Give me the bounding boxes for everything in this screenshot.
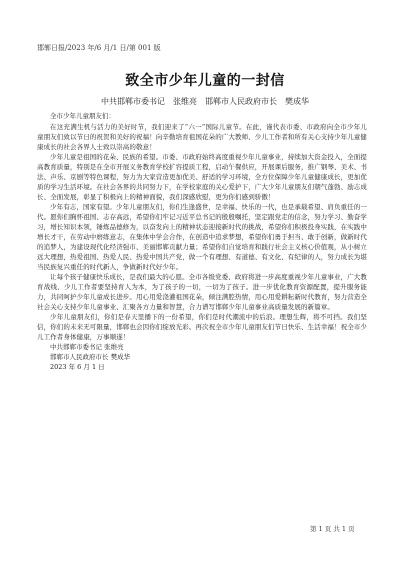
signature-date: 2023 年 6 月 1 日 (50, 363, 105, 371)
letter-body (37, 111, 367, 372)
page-indicator: 第 1 页 共 1 页 (310, 525, 355, 533)
paragraph-commitment: 让每个孩子健康快乐成长，是我们最大的心愿。全市各级党委、政府将进一步高度重视少年儿童事业，广大教育战线、少儿工作者要坚持育人为本，为了孩子的一切，一切为了孩子。进一步优化教育资源配置，提升服务能力，共同呵护少年儿童成长进步。用心用爱浇灌祖国花朵，倾注满腔热情，用心用爱耕耘新时代教育，努力营造全社会关心支持少年儿童事业、汇聚各方力量和智慧，合力谱写邯郸少年儿童事业高质量发展的新篇章。 (37, 273, 367, 311)
source-line: 邯郸日报/2023 年/6 月/1 日/第 001 版 (37, 44, 161, 52)
salutation: 全市少年儿童朋友们： (50, 112, 115, 120)
paragraph-closing: 少年儿童朋友们，你们是春天里播下的一份希望，你们是时代潮流中的后浪。理想生辉，将不可挡。我们坚信，你们的未来无可限量，邯郸也会因你们绽放光彩。再次祝全市少年儿童朋友们节日快乐、生活幸福！祝全市少儿工作者身体健康，万事顺遂！ (37, 313, 367, 341)
paragraph-achievements: 少年儿童是祖国的花朵、民族的希望。市委、市政府始终高度重视少年儿童事业，持续加大资金投入，全面提高教育质量，特别是在全市开展义务教育学校扩容提质工程，启动午餐供应，开展课后服务，推广钢琴、美术、书法、声乐、京剧等特色课程，努力为大家营造更加优美、舒适的学习环境，全方位保障少年儿童健康成长，更加优质的学习生活环境。在社会各界的共同努力下，在学校家庭的关心爱护下，广大少年儿童朋友们朝气蓬勃、励志成长、全面发展，彰显了积极向上的精神面貌，我们深感欣慰，更为你们感到骄傲！ (37, 153, 367, 201)
page-title: 致全市少年儿童的一封信 (125, 73, 285, 89)
paragraph-greeting: 在这充满生机与活力的美好时节，我们迎来了“六一”国际儿童节。在此，谨代表市委、市政府向全市少年儿童朋友们致以节日的祝贺和美好的祝福！向辛勤培育祖国花朵的广大教师、少儿工作者和所有关心支持少年儿童健康成长的社会各界人士致以崇高的敬意！ (37, 123, 367, 151)
signature-mayor: 邯郸市人民政府市长 樊成华 (50, 353, 131, 361)
author-byline: 中共邯郸市委书记 张维亮 邯郸市人民政府市长 樊成华 (101, 97, 309, 106)
paragraph-hopes: 少年有志，国家有望。少年儿童朋友们，你们生逢盛世，是幸福、快乐的一代，也是承载希望、肩负重任的一代。愿你们胸怀祖国、志存高远，希望你们牢记习近平总书记的殷殷嘱托，坚定跟党走的信念，努力学习、勤奋学习，增长知识本领，锤炼品德修为，以奋发向上的精神状态迎接新时代的挑战，希望你们积极投身实践，在实践中增长才干，在劳动中磨练意志，在集体中学会合作，在创造中追求梦想，希望你们勇于担当、敢于创新，做新时代的追梦人，为建设现代化经济强市、美丽邯郸贡献力量；希望你们自觉培育和践行社会主义核心价值观，从小树立远大理想，热爱祖国、热爱人民、热爱中国共产党，做一个有理想、有道德、有文化、有纪律的人，努力成长为堪当民族复兴重任的时代新人，争做新时代好少年。 (37, 203, 367, 271)
signature-party-secretary: 中共邯郸市委书记 张维亮 (50, 343, 124, 351)
